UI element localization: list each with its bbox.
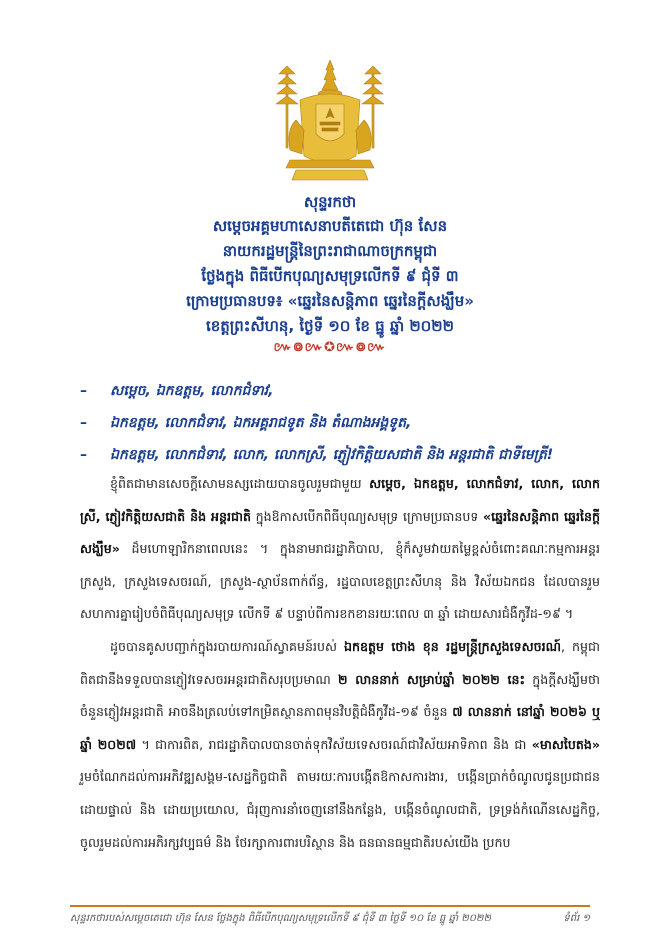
salutation-item <box>80 381 600 413</box>
bold-run: «ឆ្នេរនៃសន្តិភាព ឆ្នេរនៃក្តីសង្ឃឹម» <box>80 508 600 557</box>
speaker-position: នាយករដ្ឋមន្ត្រីនៃព្រះរាជាណាចក្រកម្ពុជា <box>222 242 438 260</box>
text-run: ក្នុងឱកាសបើកពិធីបុណ្យសមុទ្រ ក្រោមប្រធានបទ <box>251 508 483 524</box>
dash-bullet: – <box>80 415 87 431</box>
theme-line: ក្រោមប្រធានបទ៖ «ឆ្នេរនៃសន្តិភាព ឆ្នេរនៃក្តីសង្ឃឹម» <box>186 292 474 310</box>
text-run: ដ៏មហោឡារិកនាពេលនេះ ។ ក្នុងនាមរាជរដ្ឋាភិបាល, ខ្ញុំក៏សូមវាយតម្លៃខ្ពស់ចំពោះគណៈកម្មការអន្តរក្រសួង, ក្រសួងទេសចរណ៍, ក្រសួង-ស្ថាប័នពាក់ព័ន្ធ, រដ្ឋបាលខេត្តព្រះសីហនុ និង វិស័យឯកជន ដែលបានរួមសហការគ្នារៀបចំពិធីបុណ្យសមុទ្រ លើកទី ៩ បន្ទាប់ពីការខកខានរយៈពេល ៣ ឆ្នាំ ដោយសារជំងឺកូវីដ-១៩ ។ <box>80 541 600 622</box>
bold-run: ២ លាននាក់ សម្រាប់ឆ្នាំ ២០២២ នេះ <box>338 671 525 687</box>
text-run: ខ្ញុំពិតជាមានសេចក្តីសោមនស្សដោយបានចូលរួមជាមួយ <box>110 476 370 491</box>
salutation-text: ឯកឧត្តម, លោកជំទាវ, ឯកអគ្គរាជទូត និង តំណាងអង្គទូត, <box>110 415 412 431</box>
footer-caption: សុន្ទរកថារបស់សម្តេចតេជោ ហ៊ុន សែន ថ្លែងក្នុង ពិធីបើកបុណ្យសមុទ្រលើកទី ៩ ជុំទី ៣ ថ្ងៃទី ១០ ខែ ធ្នូ ឆ្នាំ ២០២២ <box>70 913 492 924</box>
salutation-list <box>80 381 600 477</box>
salutation-item <box>80 413 600 445</box>
paragraph-2 <box>80 631 600 859</box>
dash-bullet: – <box>80 383 87 399</box>
salutation-text: ឯកឧត្តម, លោកជំទាវ, លោក, លោកស្រី, ភ្ញៀវកិត្តិយសជាតិ និង អន្តរជាតិ ជាទីមេត្រី! <box>110 447 554 463</box>
text-run: , កម្ពុជាពិតជានឹងទទួលបានភ្ញៀវទេសចរអន្តរជាតិសរុបប្រមាណ <box>80 638 600 687</box>
bold-run: «មាសបៃតង» <box>531 736 600 752</box>
bold-run: ៧ លាននាក់ នៅឆ្នាំ ២០២៦ ឬឆ្នាំ ២០២៧ <box>80 704 600 752</box>
ornament-divider: ៚៙៚✪៚៙៚ <box>273 340 387 355</box>
royal-emblem-icon <box>276 60 384 184</box>
page-number: ទំព័រ ១ <box>563 913 590 924</box>
text-run: ក្នុងក្តីសង្ឃឹមថា ចំនួនភ្ញៀវអន្តរជាតិ អាចនឹងត្រលប់ទៅកម្រិតស្ថានភាពមុនវិបត្តិជំងឺកូវីដ-១៩ ចំនួន <box>80 671 600 720</box>
bold-run: សម្តេច, ឯកឧត្តម, លោកជំទាវ, លោក, លោកស្រី, ភ្ញៀវកិត្តិយសជាតិ និង អន្តរជាតិ <box>80 476 600 524</box>
bold-run: ឯកឧត្តម ថោង ខុន រដ្ឋមន្ត្រីក្រសួងទេសចរណ៍ <box>344 638 561 654</box>
document-heading <box>0 190 660 358</box>
salutation-text: សម្តេច, ឯកឧត្តម, លោកជំទាវ, <box>110 383 274 399</box>
page-footer <box>70 911 590 926</box>
dash-bullet: – <box>80 447 87 463</box>
text-run: ។ ជាការពិត, រាជរដ្ឋាភិបាលបានចាត់ទុកវិស័យទេសចរណ៍ជាវិស័យអាទិភាព និង ជា <box>136 736 532 752</box>
speech-title: សុន្ទរកថា <box>303 193 357 211</box>
text-run: ដូចបានគូសបញ្ជាក់ក្នុងរបាយការណ៍ស្វាគមន៍របស់ <box>110 638 344 654</box>
footer-rule <box>70 905 590 907</box>
speech-body <box>80 468 600 859</box>
speaker-name: សម្តេចអគ្គមហាសេនាបតីតេជោ ហ៊ុន សែន <box>212 217 448 235</box>
paragraph-1 <box>80 468 600 631</box>
occasion-line: ថ្លែងក្នុង ពិធីបើកបុណ្យសមុទ្រលើកទី ៩ ជុំទី ៣ <box>201 267 459 285</box>
text-run: រួមចំណែកដល់ការអភិវឌ្ឍសង្គម-សេដ្ឋកិច្ចជាតិ តាមរយៈការបង្កើតឱកាសការងារ, បង្កើនប្រាក់ចំណូលជូនប្រជាជនដោយផ្ទាល់ និង ដោយប្រយោល, ជំរុញការនាំចេញនៅនឹងកន្លែង, បង្កើនចំណូលជាតិ, ទ្រទ្រង់កំណើនសេដ្ឋកិច្ច, ចូលរួមដល់ការអភិរក្សវប្បធម៌ និង ថែរក្សាការពារបរិស្ថាន និង ធនធានធម្មជាតិរបស់យើង ប្រកប <box>80 769 600 850</box>
place-date-line: ខេត្តព្រះសីហនុ, ថ្ងៃទី ១០ ខែ ធ្នូ ឆ្នាំ ២០២២ <box>205 317 455 335</box>
